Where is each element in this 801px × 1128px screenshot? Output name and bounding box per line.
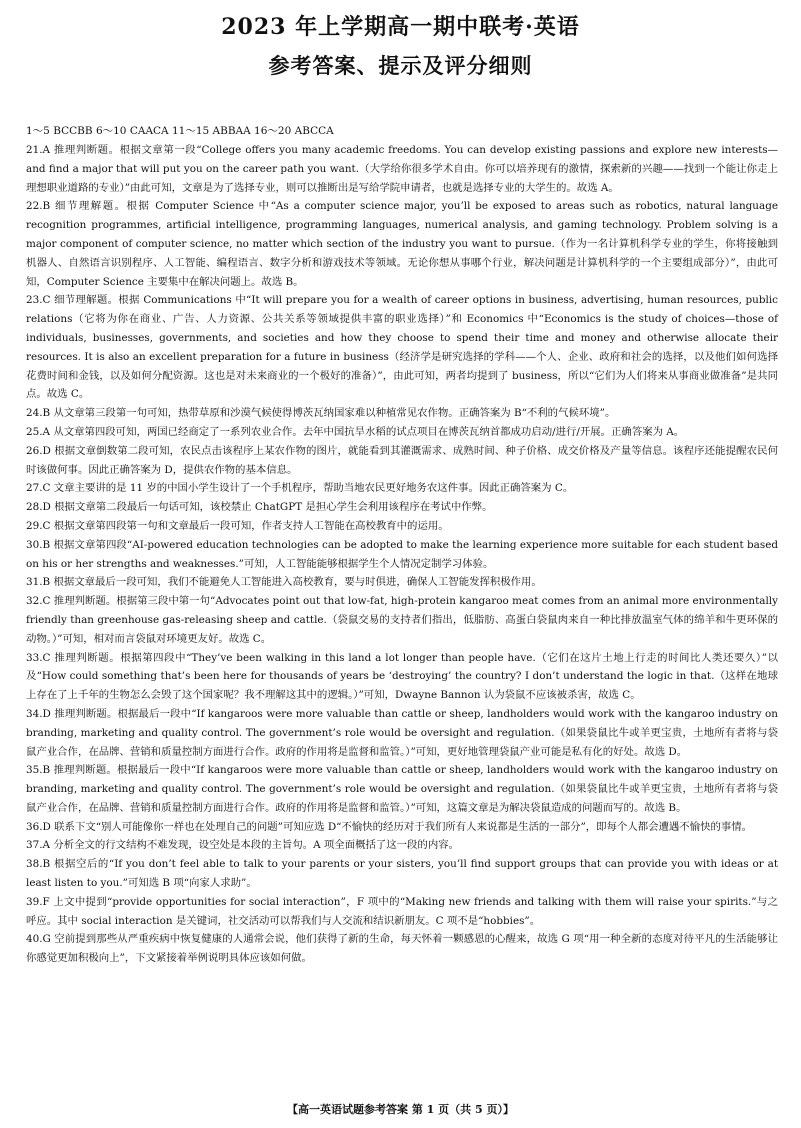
answer-item-text: F 上文中提到“provide opportunities for social interaction”，F 项中的“Making new friends and talking with them will raise your spirits.”与之呼应。其中 social interaction 是关键词，社交活动可以帮我们与人交流和结识新朋友。C 项不是“hobbies”。 xyxy=(26,895,778,927)
answer-item-number: 32. xyxy=(26,595,43,608)
answer-item-text: D 联系下文“别人可能像你一样也在处理自己的问题”可知应选 D“不愉快的经历对于我们所有人来说都是生活的一部分”，即每个人都会遭遇不愉快的事情。 xyxy=(42,820,753,833)
answer-item-number: 28. xyxy=(26,501,43,514)
answer-item-number: 34. xyxy=(26,707,43,720)
page-subtitle: 参考答案、提示及评分细则 xyxy=(268,53,533,78)
answer-item-text: C 推理判断题。根据第三段中第一句“Advocates point out that low-fat, high-protein kangaroo meat comes from an animal more environmentally friendly than greenhouse gas-releasing sheep and cattle.（袋鼠交易的支持者们指出，低脂肪、高蛋白袋鼠肉来自一种比排放温室气体的绵羊和牛更环保的动物。）”可知，相对而言袋鼠对环境更友好。故选 C。 xyxy=(26,595,778,645)
answer-item xyxy=(26,893,778,931)
answer-item xyxy=(26,442,778,480)
answer-item-text: C 细节理解题。根据 Communications 中“It will prepare you for a wealth of career options in business, advertising, human resources, public relations（它将为你在商业、广告、人力资源、公共关系等领域提供丰富的职业选择）”和 Economics 中“Economics is the study of choices—those of individuals, businesses, governments, and societies and how they choose to spend their time and money and otherwise allocate their resources. It is also an excellent preparation for a future in business（经济学是研究选择的学科——个人、企业、政府和社会的选择，以及他们如何选择花费时间和金钱，以及如何分配资源。这也是对未来商业的一个极好的准备）”，由此可知，两者均提到了 business，所以“它们为人们将来从事商业做准备”是共同点。故选 C。 xyxy=(26,294,778,401)
answer-content xyxy=(26,122,778,968)
answer-item-text: B 根据文章最后一段可知，我们不能避免人工智能进入高校教育，要与时俱进，确保人工智能发挥积极作用。 xyxy=(42,576,542,589)
answer-item xyxy=(26,536,778,574)
answer-item xyxy=(26,573,778,592)
answer-item-text: D 根据文章第二段最后一句话可知，该校禁止 ChatGPT 是担心学生会利用该程序在考试中作弊。 xyxy=(42,501,493,514)
answer-item-text: D 根据文章倒数第二段可知，农民点击该程序上某农作物的图片，就能看到其灌溉需求、成熟时间、种子价格、成交价格及产量等信息。该程序还能提醒农民何时该做何事。因此正确答案为 D，提供农作物的基本信息。 xyxy=(26,444,778,476)
answer-item-text: B 根据空后的“If you don’t feel able to talk to your parents or your sisters, you’ll find support groups that can provide you with ideas or at least listen to you.”可知选 B 项“向家人求助”。 xyxy=(26,858,778,890)
answer-item xyxy=(26,404,778,423)
answer-item xyxy=(26,649,778,705)
answer-item-number: 23. xyxy=(26,294,43,307)
answer-item xyxy=(26,836,778,855)
answer-item-text: B 根据文章第四段“AI-powered education technologies can be adopted to make the learning experience more suitable for each student based on his or her strengths and weaknesses.”可知，人工智能能够根据学生个人情况定制学习体验。 xyxy=(26,538,778,570)
answer-item xyxy=(26,141,778,197)
answer-item-number: 31. xyxy=(26,576,43,589)
answer-item-text: A 分析全文的行文结构不难发现，设空处是本段的主旨句。A 项全面概括了这一段的内容。 xyxy=(42,839,459,852)
page-title: 2023 年上学期高一期中联考·英语 xyxy=(221,14,580,40)
answer-item-text: C 推理判断题。根据第四段中“They’ve been walking in this land a lot longer than people have.（它们在这片土地上行走的时间比人类还要久）”以及“How could something that’s been here for thousands of years be ‘destroying’ the country? I don’t understand the logic in that.（这样在地球上存在了上千年的生物怎么会毁了这个国家呢？我不理解这其中的逻辑。）”可知，Dwayne Bannon 认为袋鼠不应该被杀害，故选 C。 xyxy=(26,651,778,702)
answer-item-text: D 推理判断题。根据最后一段中“If kangaroos were more valuable than cattle or sheep, landholders would work with the kangaroo industry on branding, marketing and quality control. The government’s role would be oversight and regulation.（如果袋鼠比牛或羊更宝贵，土地所有者将与袋鼠产业合作，在品牌、营销和质量控制方面进行合作。政府的作用将是监督和监管。）”可知，更好地管理袋鼠产业可能是私有化的好处。故选 D。 xyxy=(26,707,778,758)
answer-item-number: 27. xyxy=(26,482,43,495)
answer-item-number: 25. xyxy=(26,425,43,438)
answer-item-text: B 从文章第三段第一句可知，热带草原和沙漠气候使得博茨瓦纳国家难以种植常见农作物。正确答案为 B“不利的气候环境”。 xyxy=(42,407,616,420)
answer-item xyxy=(26,197,778,291)
answer-item-number: 37. xyxy=(26,839,43,852)
answer-item-text: B 推理判断题。根据最后一段中“If kangaroos were more valuable than cattle or sheep, landholders would work with the kangaroo industry on branding, marketing and quality control. The government’s role would be oversight and regulation.（如果袋鼠比牛或羊更宝贵，土地所有者将与袋鼠产业合作，在品牌、营销和质量控制方面进行合作。政府的作用将是监督和监管。）”可知，这篇文章是为解决袋鼠造成的问题而写的。故选 B。 xyxy=(26,764,778,814)
answer-item xyxy=(26,855,778,893)
answer-item-number: 21. xyxy=(26,144,43,156)
answer-item xyxy=(26,479,778,498)
answer-item xyxy=(26,291,778,404)
answer-item-text: C 文章主要讲的是 11 岁的中国小学生设计了一个手机程序，帮助当地农民更好地务农这件事。因此正确答案为 C。 xyxy=(42,482,574,495)
answer-item xyxy=(26,930,778,968)
answer-item-text: B 细节理解题。根据 Computer Science 中“As a computer science major, you’ll be exposed to areas such as robotics, natural language recognition programmes, artificial intelligence, programming languages, numerical analysis, and gaming technology. Problem solving is a major component of computer science, no matter which section of the industry you want to pursue.（作为一名计算机科学专业的学生，你将接触到机器人、自然语言识别程序、人工智能、编程语言、数字分析和游戏技术等领域。无论你想从事哪个行业，解决问题是计算机科学的一个主要组成部分）”，由此可知，Computer Science 主要集中在解决问题上。故选 B。 xyxy=(26,200,778,288)
answer-summary-line: 1～5 BCCBB 6～10 CAACA 11～15 ABBAA 16～20 ABCCA xyxy=(26,125,334,137)
answer-item xyxy=(26,818,778,837)
answer-item xyxy=(26,761,778,817)
answer-item-number: 29. xyxy=(26,519,43,532)
answer-item-text: C 根据文章第四段第一句和文章最后一段可知，作者支持人工智能在高校教育中的运用。 xyxy=(42,519,449,532)
answer-item-text: G 空前提到那些从严重疾病中恢复健康的人通常会说，他们获得了新的生命，每天怀着一颗感恩的心醒来，故选 G 项“用一种全新的态度对待平凡的生活能够让你感觉更加积极向上”，下文紧接着举例说明具体应该如何做。 xyxy=(26,933,778,965)
answer-item-number: 30. xyxy=(26,538,43,551)
answer-item xyxy=(26,705,778,761)
answer-item xyxy=(26,517,778,536)
answer-item-number: 39. xyxy=(26,895,43,908)
answer-item xyxy=(26,592,778,648)
answer-item-text: A 从文章第四段可知，两国已经商定了一系列农业合作。去年中国抗旱水稻的试点项目在博茨瓦纳首都成功启动/进行/开展。正确答案为 A。 xyxy=(42,425,685,438)
answer-item-number: 24. xyxy=(26,407,43,420)
answer-item xyxy=(26,423,778,442)
answer-list xyxy=(26,141,778,968)
answer-item-number: 26. xyxy=(26,444,43,457)
answer-item-text: A 推理判断题。根据文章第一段“College offers you many academic freedoms. You can develop existing passions and explore new interests—and find a major that will put you on the career path you want.（大学给你很多学术自由。你可以培养现有的激情，探索新的兴趣——找到一个能让你走上理想职业道路的专业）”由此可知，文章是为了选择专业，则可以推断出是写给学院申请者，也就是选择专业的大学生的。故选 A。 xyxy=(26,144,778,194)
answer-item xyxy=(26,498,778,517)
answer-item-number: 22. xyxy=(26,200,43,213)
answer-item-number: 35. xyxy=(26,764,43,777)
answer-item-number: 33. xyxy=(26,651,43,664)
answer-item-number: 36. xyxy=(26,820,43,833)
page-footer: 【高一英语试题参考答案 第 1 页（共 5 页）】 xyxy=(287,1103,514,1116)
answer-item-number: 38. xyxy=(26,858,43,871)
answer-item-number: 40. xyxy=(26,933,43,946)
